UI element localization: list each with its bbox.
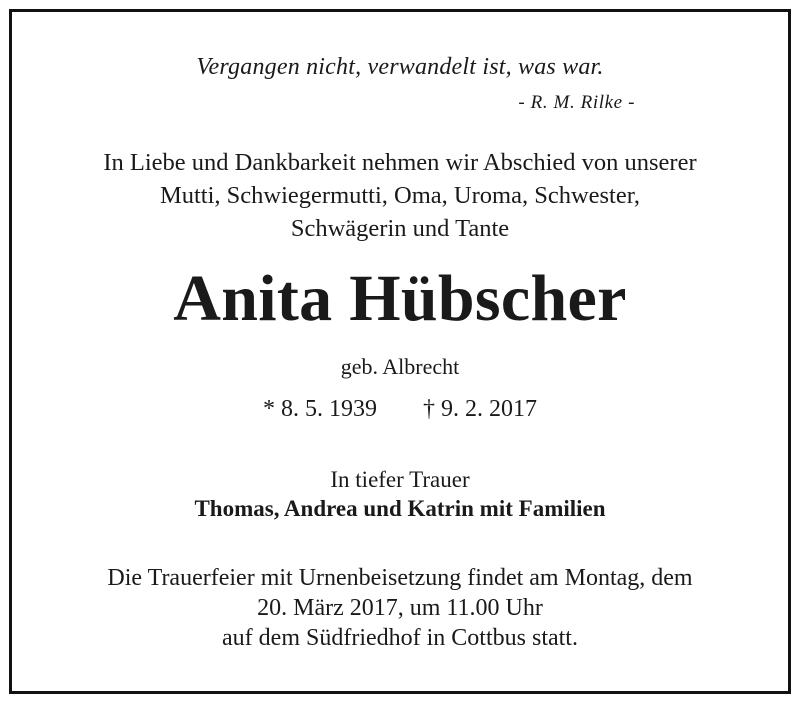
life-dates (0, 394, 800, 424)
intro-line: In Liebe und Dankbarkeit nehmen wir Abschied von unserer (103, 149, 697, 176)
motto-quote: Vergangen nicht, verwandelt ist, was war. (196, 54, 604, 80)
intro-text (0, 146, 800, 245)
funeral-line: 20. März 2017, um 11.00 Uhr (257, 595, 543, 621)
intro-line: Schwägerin und Tante (290, 215, 510, 242)
birth-date: * 8. 5. 1939 (263, 396, 377, 422)
funeral-line: auf dem Südfriedhof in Cottbus statt. (222, 625, 578, 651)
funeral-line: Die Trauerfeier mit Urnenbeisetzung findet am Montag, dem (107, 565, 693, 591)
death-date: † 9. 2. 2017 (423, 396, 537, 422)
deceased-name: Anita Hübscher (173, 262, 627, 335)
mourning-line: In tiefer Trauer (330, 467, 470, 492)
mourners-names: Thomas, Andrea und Katrin mit Familien (194, 496, 606, 521)
motto-author: - R. M. Rilke - (518, 92, 635, 113)
intro-line: Mutti, Schwiegermutti, Oma, Uroma, Schwester, (159, 182, 641, 209)
maiden-name: geb. Albrecht (340, 354, 460, 379)
funeral-info (0, 563, 800, 653)
